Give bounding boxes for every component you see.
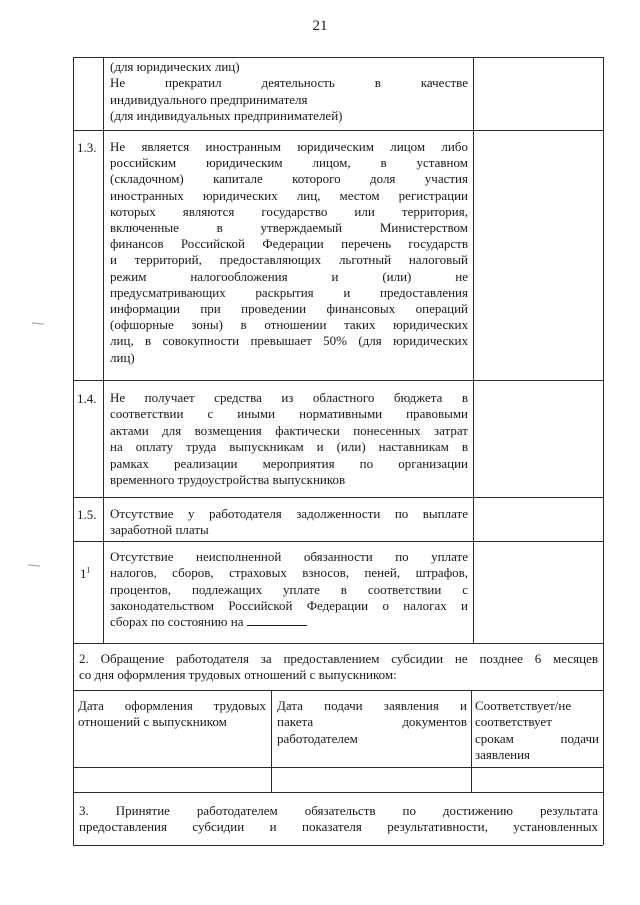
text-line: лиц) xyxy=(110,349,135,365)
table-border xyxy=(73,643,603,644)
text-line: отношений с выпускником xyxy=(78,714,227,730)
text-line: лиц, в совокупности превышает 50% (для юридических xyxy=(110,333,468,349)
text-line: финансов Российской Федерации перечень государств xyxy=(110,236,468,252)
text-line: работодателем xyxy=(277,730,358,746)
text-line: заявления xyxy=(475,746,531,762)
table-border xyxy=(73,792,603,793)
row-1-1-text xyxy=(110,549,468,630)
text-line: включенные в утверждаемый Министерством xyxy=(110,220,468,236)
row-number: 1.3. xyxy=(77,140,97,155)
table-border xyxy=(73,845,603,846)
text-line: налогов, сборов, страховых взносов, пеней, штрафов, xyxy=(110,565,468,581)
text-line: временного трудоустройства выпускников xyxy=(110,472,346,488)
text-line: (складочном) капитале которого доля участия xyxy=(110,171,468,187)
scan-mark xyxy=(28,564,40,566)
text-line: Не прекратил деятельность в качестве xyxy=(110,75,468,91)
text-line: Дата оформления трудовых xyxy=(78,698,266,713)
text-line: Отсутствие неисполненной обязанности по уплате xyxy=(110,549,468,564)
compliance-input-cell[interactable] xyxy=(472,768,602,791)
table-border xyxy=(73,690,603,691)
row-1-5-text xyxy=(110,506,468,539)
scan-mark xyxy=(32,322,44,324)
row-number: 1.5. xyxy=(77,507,97,522)
text-line: которых являются государство или территория, xyxy=(110,203,468,219)
page-number: 21 xyxy=(312,18,328,34)
text-line: Дата подачи заявления и xyxy=(277,698,467,713)
text-line: предоставления субсидии и показателя результативности, установленных xyxy=(79,819,598,835)
table-border xyxy=(73,541,603,542)
section-2-text xyxy=(79,651,598,684)
text-line: 3. Принятие работодателем обязательств по достижению результата xyxy=(79,803,598,818)
text-line: соответствии с иными нормативными правовыми xyxy=(110,406,468,422)
text-line: соответствует xyxy=(475,714,552,730)
table-border xyxy=(473,57,474,643)
table-border xyxy=(103,57,104,643)
row-number-superscript: 1 xyxy=(86,565,91,575)
text-line: режим налогообложения и (или) не xyxy=(110,268,468,284)
text-line: Не является иностранным юридическим лицом либо xyxy=(110,139,468,154)
text-line: российским юридическим лицом, в уставном xyxy=(110,155,468,171)
text-line: процентов, подлежащих уплате в соответствии с xyxy=(110,581,468,597)
header-employment-date xyxy=(78,698,266,731)
text-line: Не получает средства из областного бюджета в xyxy=(110,390,468,405)
date-label: сборах по состоянию на xyxy=(110,614,244,630)
section-3-text xyxy=(79,803,598,836)
text-line: законодательством Российской Федерации о налогах и xyxy=(110,597,468,613)
row-number: 1.4. xyxy=(77,391,97,406)
text-line: предусматривающих раскрытия и предоставления xyxy=(110,284,468,300)
text-line: заработной платы xyxy=(110,522,209,538)
text-line: Соответствует/не xyxy=(475,698,572,713)
header-compliance xyxy=(475,698,599,763)
text-line: (для юридических лиц) xyxy=(110,59,240,74)
text-line: срокам подачи xyxy=(475,730,599,746)
text-line: пакета документов xyxy=(277,714,467,730)
text-line: (офшорные зоны) в отношении таких юридических xyxy=(110,317,468,333)
table-border xyxy=(73,497,603,498)
text-line: актами для возмещения фактически понесенных затрат xyxy=(110,422,468,438)
row-1-4-text xyxy=(110,390,468,488)
row-1-2-text xyxy=(110,59,468,124)
employment-date-input-cell[interactable] xyxy=(74,768,270,791)
row-number xyxy=(80,566,91,582)
text-line: иностранных юридических лиц, местом регистрации xyxy=(110,187,468,203)
text-line: (для индивидуальных предпринимателей) xyxy=(110,107,343,123)
application-date-input-cell[interactable] xyxy=(272,768,470,791)
text-line: со дня оформления трудовых отношений с выпускником: xyxy=(79,667,397,683)
table-border xyxy=(73,130,603,131)
text-line: информации при проведении финансовых операций xyxy=(110,301,468,317)
table-border xyxy=(73,57,74,845)
text-line xyxy=(110,614,468,630)
row-1-3-text xyxy=(110,139,468,366)
text-line: на оплату труда выпускникам и (или) наставникам в xyxy=(110,439,468,455)
table-border xyxy=(73,57,603,58)
row-number-main: 1 xyxy=(80,566,87,581)
text-line: 2. Обращение работодателя за предоставлением субсидии не позднее 6 месяцев xyxy=(79,651,598,666)
date-blank-field[interactable] xyxy=(247,614,307,626)
header-application-date xyxy=(277,698,467,747)
text-line: рамках реализации мероприятия по организации xyxy=(110,455,468,471)
text-line: индивидуального предпринимателя xyxy=(110,91,308,107)
text-line: Отсутствие у работодателя задолженности по выплате xyxy=(110,506,468,521)
text-line: и территорий, предоставляющих льготный налоговый xyxy=(110,252,468,268)
table-border xyxy=(603,57,604,845)
table-border xyxy=(73,380,603,381)
